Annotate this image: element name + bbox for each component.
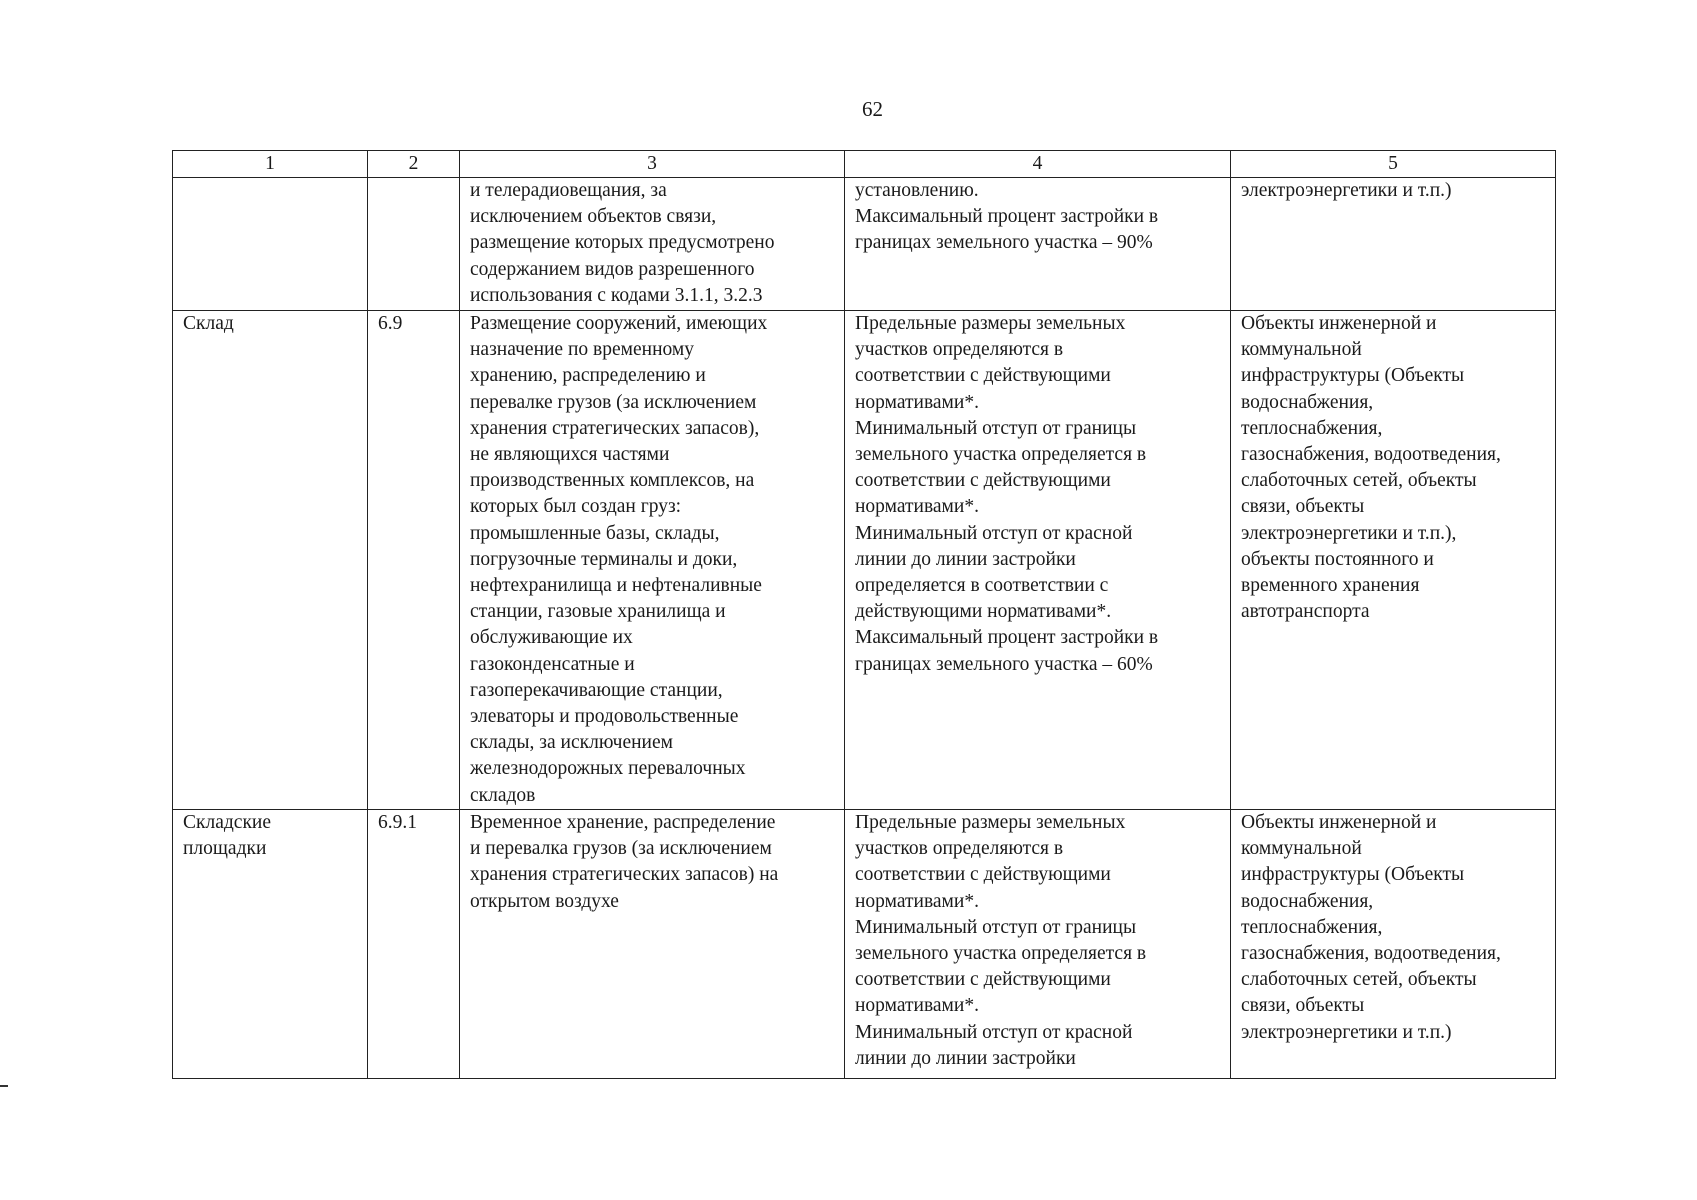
cell-text-line: электроэнергетики и т.п.),: [1241, 522, 1457, 544]
cell-text-line: соответствии с действующими: [855, 969, 1111, 991]
land-use-table: [172, 150, 1556, 1079]
cell-text-line: Предельные размеры земельных: [855, 313, 1126, 334]
cell-text-line: Минимальный отступ от красной: [855, 1021, 1133, 1043]
cell-text-line: станции, газовые хранилища и: [470, 601, 726, 623]
cell-text-line: связи, объекты: [1241, 496, 1365, 518]
cell-text-line: связи, объекты: [1241, 995, 1365, 1017]
cell-text-line: участков определяются в: [855, 838, 1064, 860]
cell-text-line: Объекты инженерной и: [1241, 812, 1437, 833]
cell-text-line: нормативами*.: [855, 391, 979, 413]
cell-text-line: земельного участка определяется в: [855, 943, 1147, 965]
cell-text-line: и перевалка грузов (за исключением: [470, 838, 772, 860]
cell-description: [460, 311, 845, 810]
cell-text-line: Минимальный отступ от границы: [855, 916, 1137, 938]
cell-text-line: инфраструктуры (Объекты: [1241, 864, 1465, 886]
cell-text-line: электроэнергетики и т.п.): [1241, 180, 1452, 201]
cell-text-line: соответствии с действующими: [855, 864, 1111, 886]
cell-text-line: действующими нормативами*.: [855, 601, 1112, 623]
cell-text-line: установлению.: [855, 180, 979, 201]
cell-text-line: содержанием видов разрешенного: [470, 258, 755, 280]
cell-text-line: водоснабжения,: [1241, 391, 1374, 413]
cell-text-line: элеваторы и продовольственные: [470, 706, 739, 728]
cell-text-line: нормативами*.: [855, 496, 979, 518]
cell-text-line: Максимальный процент застройки в: [855, 206, 1159, 228]
cell-text-line: Максимальный процент застройки в: [855, 627, 1159, 649]
cell-text-line: склады, за исключением: [470, 732, 673, 754]
cell-text-line: газоконденсатные и: [470, 653, 635, 675]
cell-text-line: назначение по временному: [470, 339, 694, 361]
cell-text-line: железнодорожных перевалочных: [470, 758, 746, 780]
cell-code: [368, 810, 460, 1079]
use-name: Склад: [183, 313, 234, 334]
cell-text-line: теплоснабжения,: [1241, 417, 1383, 439]
cell-text-line: Минимальный отступ от красной: [855, 522, 1133, 544]
cell-text-line: автотранспорта: [1241, 601, 1370, 623]
use-name: Складские площадки: [183, 812, 272, 860]
cell-text-line: газоперекачивающие станции,: [470, 679, 723, 701]
cell-text-line: границах земельного участка – 90%: [855, 232, 1153, 254]
cell-text-line: хранению, распределению и: [470, 365, 706, 387]
cell-name: [173, 810, 368, 1079]
cell-text-line: теплоснабжения,: [1241, 916, 1383, 938]
cell-text-line: хранения стратегических запасов),: [470, 417, 760, 439]
cell-text-line: линии до линии застройки: [855, 548, 1076, 570]
cell-text-line: не являющихся частями: [470, 444, 670, 466]
column-header-1: 1: [173, 151, 368, 178]
cell-text-line: открытом воздухе: [470, 890, 619, 912]
cell-text-line: которых был создан груз:: [470, 496, 682, 518]
cell-text-line: слаботочных сетей, объекты: [1241, 470, 1477, 492]
table-row-continuation: [173, 178, 1556, 311]
cell-text-line: коммунальной: [1241, 339, 1362, 361]
cell-text-line: газоснабжения, водоотведения,: [1241, 943, 1501, 965]
cell-text-line: производственных комплексов, на: [470, 470, 755, 492]
cell-text-line: линии до линии застройки: [855, 1047, 1076, 1069]
page-number: 62: [862, 97, 883, 121]
table-header-row: [173, 151, 1556, 178]
table-row-skladskie-ploshchadki: [173, 810, 1556, 1079]
column-header-3: 3: [460, 151, 845, 178]
cell-text-line: перевалке грузов (за исключением: [470, 391, 757, 413]
cell-text-line: нефтехранилища и нефтеналивные: [470, 575, 762, 597]
cell-text-line: слаботочных сетей, объекты: [1241, 969, 1477, 991]
cell-text-line: Временное хранение, распределение: [470, 812, 776, 833]
scan-edge-mark: [0, 1085, 8, 1087]
cell-text-line: использования с кодами 3.1.1, 3.2.3: [470, 284, 763, 306]
cell-text-line: Размещение сооружений, имеющих: [470, 313, 768, 334]
cell-text-line: газоснабжения, водоотведения,: [1241, 444, 1501, 466]
cell-text-line: объекты постоянного и: [1241, 548, 1434, 570]
cell-parameters: [845, 178, 1231, 311]
cell-text-line: Минимальный отступ от границы: [855, 417, 1137, 439]
cell-parameters: [845, 311, 1231, 810]
cell-text-line: и телерадиовещания, за: [470, 180, 667, 201]
cell-code: [368, 311, 460, 810]
cell-text-line: исключением объектов связи,: [470, 206, 717, 228]
cell-parameters: [845, 810, 1231, 1079]
cell-text-line: земельного участка определяется в: [855, 444, 1147, 466]
cell-text-line: участков определяются в: [855, 339, 1064, 361]
cell-text-line: погрузочные терминалы и доки,: [470, 548, 738, 570]
cell-text-line: электроэнергетики и т.п.): [1241, 1021, 1452, 1043]
cell-text-line: размещение которых предусмотрено: [470, 232, 775, 254]
column-header-5: 5: [1231, 151, 1556, 178]
use-code: 6.9.1: [378, 812, 417, 833]
cell-auxiliary: [1231, 810, 1556, 1079]
cell-text-line: инфраструктуры (Объекты: [1241, 365, 1465, 387]
cell-description: [460, 178, 845, 311]
cell-text-line: коммунальной: [1241, 838, 1362, 860]
cell-text-line: Предельные размеры земельных: [855, 812, 1126, 833]
cell-auxiliary: [1231, 178, 1556, 311]
cell-code: [368, 178, 460, 311]
cell-text-line: складов: [470, 784, 536, 806]
cell-description: [460, 810, 845, 1079]
cell-text-line: границах земельного участка – 60%: [855, 653, 1153, 675]
cell-text-line: определяется в соответствии с: [855, 575, 1109, 597]
use-code: 6.9: [378, 313, 403, 334]
cell-text-line: водоснабжения,: [1241, 890, 1374, 912]
cell-text-line: соответствии с действующими: [855, 470, 1111, 492]
cell-text-line: хранения стратегических запасов) на: [470, 864, 779, 886]
cell-text-line: соответствии с действующими: [855, 365, 1111, 387]
cell-text-line: временного хранения: [1241, 575, 1420, 597]
cell-auxiliary: [1231, 311, 1556, 810]
cell-text-line: обслуживающие их: [470, 627, 633, 649]
cell-text-line: Объекты инженерной и: [1241, 313, 1437, 334]
column-header-4: 4: [845, 151, 1231, 178]
cell-name: [173, 178, 368, 311]
cell-text-line: нормативами*.: [855, 890, 979, 912]
column-header-2: 2: [368, 151, 460, 178]
cell-text-line: нормативами*.: [855, 995, 979, 1017]
cell-name: [173, 311, 368, 810]
cell-text-line: промышленные базы, склады,: [470, 522, 720, 544]
table-row-sklad: [173, 311, 1556, 810]
